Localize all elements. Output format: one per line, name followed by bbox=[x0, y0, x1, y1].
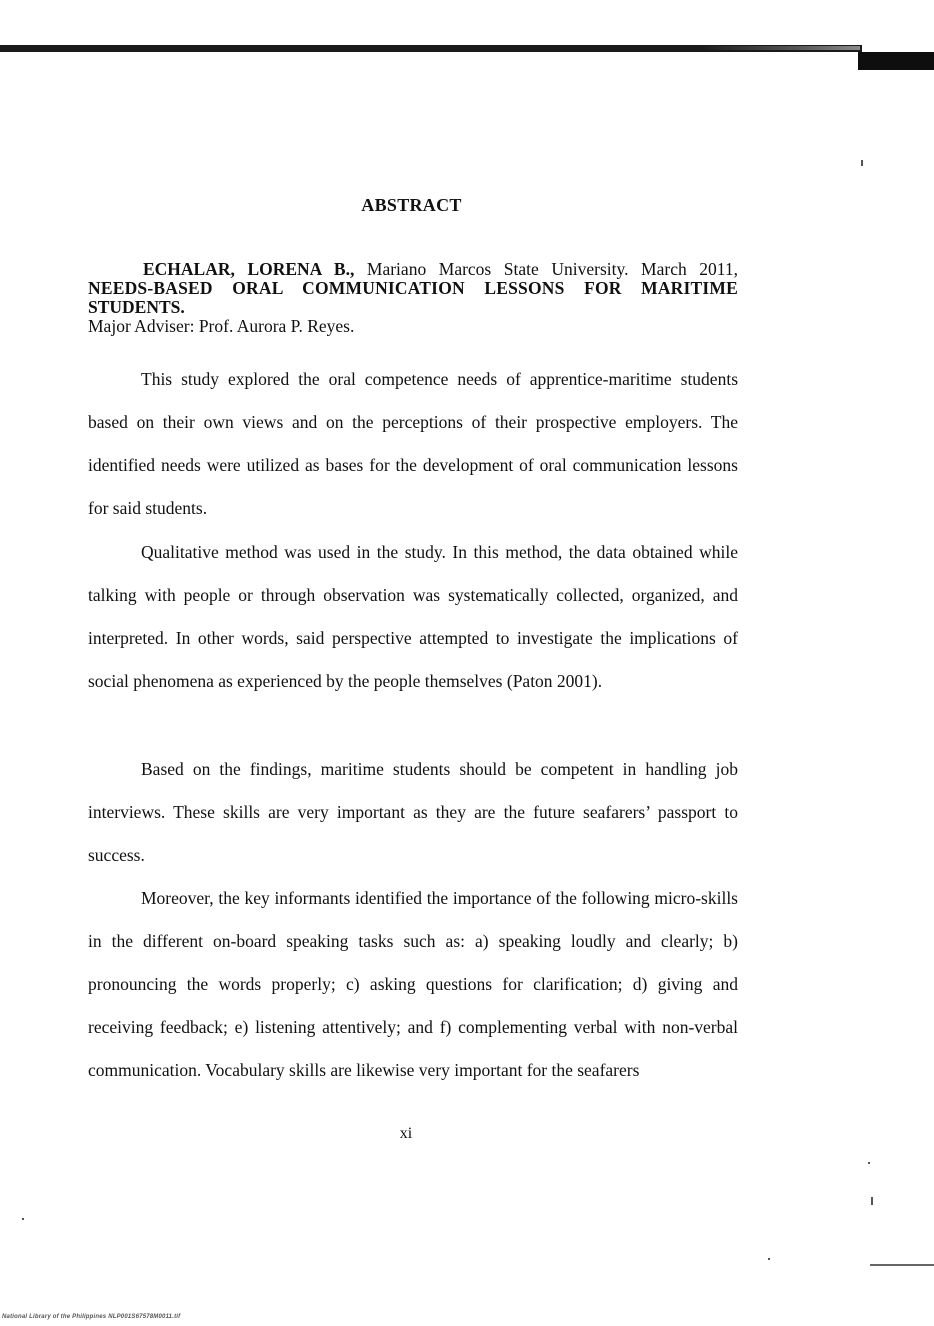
scan-speck bbox=[871, 1197, 873, 1205]
citation-author-line bbox=[88, 260, 738, 279]
abstract-paragraph-4: Moreover, the key informants identified the importance of the following micro-skills in the different on-board speaking tasks such as: a) speaking loudly and clearly; b) pronouncing the words properly; c) asking questions for clarification; d) giving and receiving feedback; e) listening attentively; and f) complementing verbal with non-verbal communication. Vocabulary skills are likewise very important for the seafarers bbox=[88, 888, 738, 1080]
corner-scan-block bbox=[858, 52, 934, 70]
top-scan-rule-fade bbox=[700, 46, 860, 50]
citation-institution-date: Mariano Marcos State University. March 2011, bbox=[366, 259, 738, 279]
thesis-title-line2: STUDENTS. bbox=[88, 297, 185, 317]
scan-speck bbox=[22, 1218, 24, 1220]
abstract-paragraph-2: Qualitative method was used in the study. In this method, the data obtained while talking with people or through observation was systematically collected, organized, and interpreted. In other words, said perspective attempted to investigate the implications of social phenomena as experienced by the people themselves (Paton 2001). bbox=[88, 542, 738, 691]
scan-speck bbox=[861, 160, 863, 166]
library-watermark: National Library of the Philippines NLP001S67578M0011.tif bbox=[2, 1314, 181, 1320]
thesis-title-line1: NEEDS-BASED ORAL COMMUNICATION LESSONS FOR MARITIME bbox=[88, 278, 738, 298]
major-adviser: Major Adviser: Prof. Aurora P. Reyes. bbox=[88, 316, 355, 336]
citation-author: ECHALAR, LORENA B., bbox=[143, 259, 355, 279]
abstract-heading: ABSTRACT bbox=[361, 195, 462, 215]
abstract-paragraph-3: Based on the findings, maritime students should be competent in handling job interviews. These skills are very important as they are the future seafarers’ passport to success. bbox=[88, 759, 738, 865]
bottom-scan-rule bbox=[870, 1264, 934, 1266]
scan-speck bbox=[868, 1162, 870, 1164]
citation-block bbox=[88, 260, 738, 336]
page-number: xi bbox=[399, 1125, 413, 1142]
abstract-paragraph-1: This study explored the oral competence needs of apprentice-maritime students based on their own views and on the perceptions of their prospective employers. The identified needs were utilized as bases for the development of oral communication lessons for said students. bbox=[88, 369, 738, 518]
scan-speck bbox=[768, 1258, 770, 1260]
